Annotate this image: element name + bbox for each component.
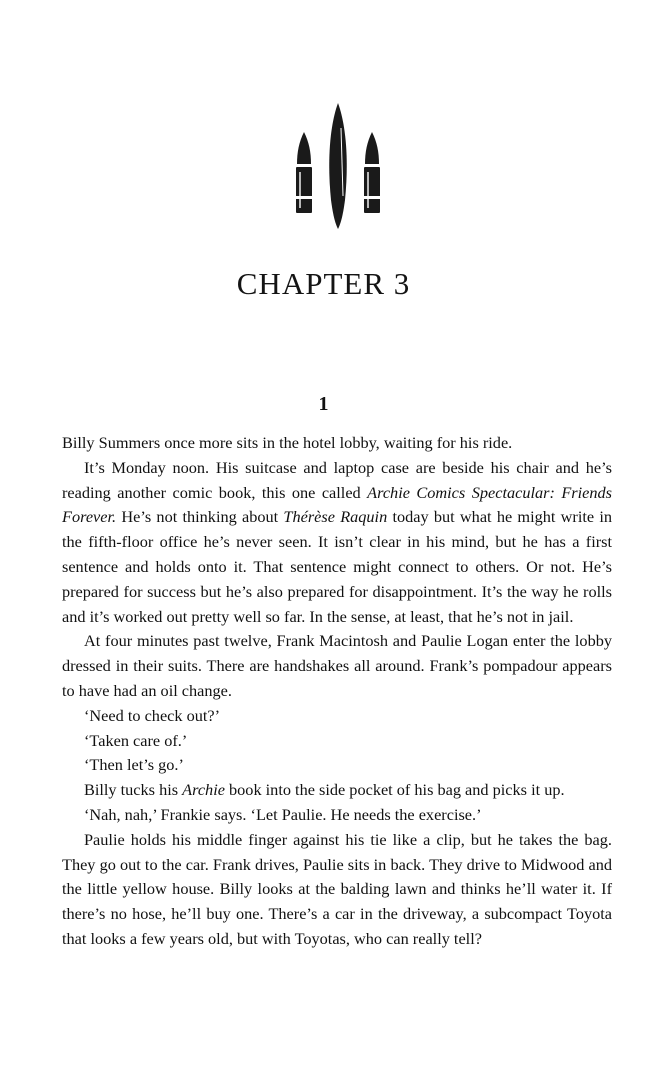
dialogue-line: ‘Need to check out?’ [84,705,221,725]
chapter-title: CHAPTER 3 [236,266,411,301]
text-run: today but what he might write in the fifth-floor office he’s never seen. It isn’t clear in his mind, but he has a first sentence and holds onto it. That sentence might connect to others. Or not. He’s prepared for success but he’s also prepared for disappointment. It’s the way he rolls and it’s worked out pretty well so far. In the sense, at least, that he’s not in jail. [62,507,613,626]
dialogue-line: ‘Taken care of.’ [84,730,188,750]
bullet-icon [329,103,347,229]
paragraph: Billy Summers once more sits in the hotel lobby, waiting for his ride. [62,433,513,452]
text-run: Billy tucks his [84,780,183,800]
paragraph [62,456,612,630]
dialogue-line: ‘Nah, nah,’ Frankie says. ‘Let Paulie. He needs the exercise.’ [84,804,482,824]
book-title: Thérèse Raquin [283,507,388,527]
paragraph [62,778,612,803]
paragraph: At four minutes past twelve, Frank Macintosh and Paulie Logan enter the lobby dressed in their suits. There are handshakes all around. Frank’s pompadour appears to have had an oil change. [62,631,612,700]
text-run: book into the side pocket of his bag and picks it up. [224,780,565,800]
chapter-emblem [0,0,647,240]
bullet-icon [295,132,313,213]
text-run: It’s Monday noon. His suitcase and laptop case are beside his chair and he’s reading another comic book, this one called [62,457,612,502]
bullet-icon [363,132,381,213]
paragraph: Paulie holds his middle finger against his tie like a clip, but he takes the bag. They go out to the car. Frank drives, Paulie sits in back. They drive to Midwood and the little yellow house. Billy looks at the balding lawn and thinks he’ll water it. If there’s no hose, he’ll buy one. There’s a car in the driveway, a subcompact Toyota that looks a few years old, but with Toyotas, who can really tell? [62,829,612,948]
text-run: He’s not thinking about [116,507,284,527]
dialogue-line: ‘Then let’s go.’ [84,755,184,775]
book-title: Archie [182,780,225,800]
section-number: 1 [318,393,329,415]
book-title: Archie Comics Spectacular: Friends Forever. [62,482,612,527]
body-text [62,431,612,952]
